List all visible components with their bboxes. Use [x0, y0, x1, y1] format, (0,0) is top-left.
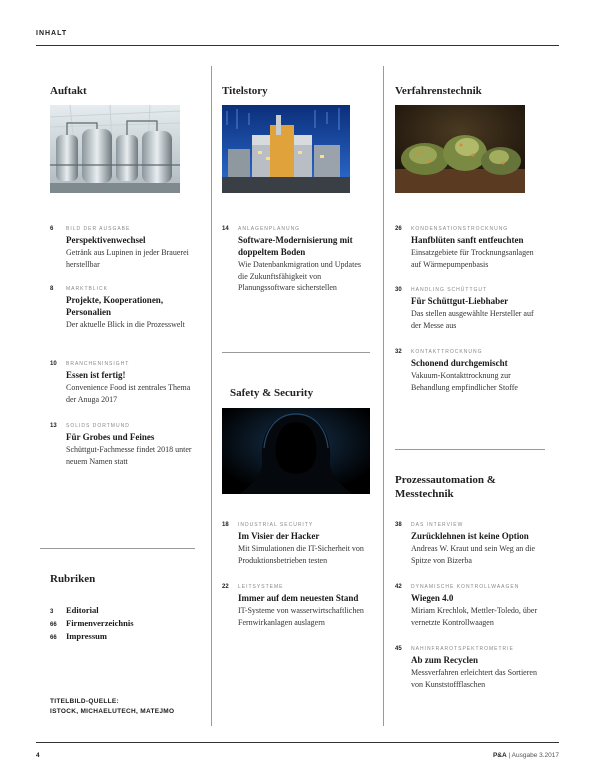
- entry-title: Für Schüttgut-Liebhaber: [411, 296, 509, 306]
- credit-sources: ISTOCK, MICHAELUTECH, MATEJMO: [50, 708, 175, 715]
- column-divider-1: [211, 66, 212, 726]
- entry-category: DAS INTERVIEW: [411, 522, 464, 528]
- entry-description: Wie Datenbankmigration und Updates die Zukunftsfähigkeit von Planungssoftware sicherstellen: [238, 260, 361, 292]
- entry-category: BILD DER AUSGABE: [66, 226, 131, 232]
- list-item[interactable]: [395, 226, 545, 276]
- page-number: 13: [50, 423, 57, 429]
- entry-description: Getränk aus Lupinen in jeder Brauerei herstellbar: [66, 248, 189, 269]
- entry-category: HANDLING SCHÜTTGUT: [411, 287, 488, 293]
- power-plant-photo: [222, 105, 350, 193]
- section-label: INHALT: [36, 30, 68, 37]
- entry-description: Einsatzgebiete für Trocknungsanlagen auf Wärmepumpenbasis: [411, 248, 534, 269]
- rubriken-label: Impressum: [66, 631, 107, 641]
- safety-column: [230, 386, 313, 400]
- hemp-blossoms-photo: [395, 105, 525, 193]
- page-number: 32: [395, 349, 402, 355]
- list-item[interactable]: [395, 584, 545, 632]
- issue-number: | Ausgabe 3.2017: [508, 752, 559, 759]
- page-number: 30: [395, 287, 402, 293]
- top-divider: [36, 45, 559, 46]
- entry-description: Messverfahren erleichtert das Sortieren von Kunststoffflaschen: [411, 668, 537, 689]
- cover-credit: [50, 697, 174, 717]
- entry-title: Immer auf dem neuesten Stand: [238, 593, 359, 603]
- entry-description: Schüttgut-Fachmesse findet 2018 unter neuem Namen statt: [66, 445, 192, 466]
- list-item[interactable]: [50, 226, 200, 276]
- entry-title: Perspektivenwechsel: [66, 235, 146, 245]
- entry-category: INDUSTRIAL SECURITY: [238, 522, 314, 528]
- page-number: 66: [50, 622, 57, 628]
- list-item[interactable]: [222, 522, 372, 570]
- list-item[interactable]: [395, 287, 545, 335]
- rubriken-divider: [40, 548, 195, 549]
- bottom-divider: [36, 742, 559, 743]
- list-item[interactable]: [395, 522, 545, 570]
- hooded-hacker-photo: [222, 408, 370, 494]
- safety-heading: Safety & Security: [230, 387, 314, 399]
- list-item[interactable]: [395, 349, 545, 397]
- list-item[interactable]: [50, 423, 200, 471]
- safety-divider: [222, 352, 370, 353]
- page-number: 14: [222, 226, 229, 232]
- entry-description: Miriam Krechlok, Mettler-Toledo, über vernetzte Kontrollwaagen: [411, 606, 538, 627]
- page-number: 18: [222, 522, 229, 528]
- issue-info: [493, 752, 559, 759]
- list-item[interactable]: [50, 286, 200, 346]
- page-number: 66: [50, 635, 57, 641]
- list-item[interactable]: [395, 646, 545, 694]
- list-item[interactable]: [222, 584, 372, 632]
- page-number-footer: 4: [36, 752, 40, 759]
- entry-category: KONDENSATIONSTROCKNUNG: [411, 226, 509, 232]
- page-number: 3: [50, 609, 54, 615]
- entry-description: Mit Simulationen die IT-Sicherheit von Produktionsbetrieben testen: [238, 544, 364, 565]
- prozess-divider: [395, 449, 545, 450]
- prozessautomation-heading-line1: Prozessautomation &: [395, 474, 496, 486]
- entry-title: Hanfblüten sanft entfeuchten: [411, 235, 524, 245]
- entry-title: Projekte, Kooperationen, Personalien: [66, 295, 164, 317]
- list-item[interactable]: [222, 226, 372, 306]
- entry-description: Vakuum-Kontakttrocknung zur Behandlung empfindlicher Stoffe: [411, 371, 518, 392]
- entry-title: Wiegen 4.0: [411, 593, 454, 603]
- page-number: 38: [395, 522, 402, 528]
- entry-title: Für Grobes und Feines: [66, 432, 155, 442]
- entry-title: Im Visier der Hacker: [238, 531, 320, 541]
- verfahrenstechnik-column: [395, 84, 482, 98]
- entry-category: NAHINFRAROTSPEKTROMETRIE: [411, 646, 514, 652]
- page-number: 8: [50, 286, 54, 292]
- list-item[interactable]: [50, 361, 200, 409]
- entry-description: Convenience Food ist zentrales Thema der Anuga 2017: [66, 383, 191, 404]
- verfahrenstechnik-heading: Verfahrenstechnik: [395, 85, 482, 97]
- entry-title: Software-Modernisierung mit doppeltem Boden: [238, 235, 353, 257]
- titelstory-heading: Titelstory: [222, 85, 268, 97]
- entry-description: Das stellen ausgewählte Hersteller auf der Messe aus: [411, 309, 534, 330]
- rubriken-label: Firmenverzeichnis: [66, 618, 134, 628]
- entry-title: Zurücklehnen ist keine Option: [411, 531, 529, 541]
- titelstory-column: [222, 84, 268, 98]
- entry-category: ANLAGENPLANUNG: [238, 226, 301, 232]
- entry-description: Der aktuelle Blick in die Prozesswelt: [66, 320, 185, 329]
- entry-description: Andreas W. Kraut und sein Weg an die Spitze von Bizerba: [411, 544, 536, 565]
- entry-title: Essen ist fertig!: [66, 370, 126, 380]
- entry-description: IT-Systeme von wasserwirtschaftlichen Fernwirkanlagen auslagern: [238, 606, 364, 627]
- entry-category: DYNAMISCHE KONTROLLWAAGEN: [411, 584, 520, 590]
- entry-title: Ab zum Recyclen: [411, 655, 478, 665]
- rubriken-label: Editorial: [66, 605, 99, 615]
- factory-brewery-photo: [50, 105, 180, 193]
- prozessautomation-heading-line2: Messtechnik: [395, 488, 454, 500]
- rubriken-heading: Rubriken: [50, 573, 96, 585]
- credit-label: TITELBILD-QUELLE:: [50, 698, 120, 705]
- entry-category: BRANCHENINSIGHT: [66, 361, 130, 367]
- entry-category: LEITSYSTEME: [238, 584, 284, 590]
- page-number: 6: [50, 226, 54, 232]
- entry-category: MARKTBLICK: [66, 286, 108, 292]
- page-number: 10: [50, 361, 57, 367]
- entry-category: SOLIDS DORTMUND: [66, 423, 130, 429]
- page-number: 26: [395, 226, 402, 232]
- rubriken-section: [50, 572, 95, 586]
- auftakt-column: [50, 84, 87, 98]
- page-number: 45: [395, 646, 402, 652]
- auftakt-heading: Auftakt: [50, 85, 87, 97]
- page-number: 42: [395, 584, 402, 590]
- entry-category: KONTAKTTROCKNUNG: [411, 349, 483, 355]
- page-number: 22: [222, 584, 229, 590]
- prozessautomation-column: [395, 473, 496, 501]
- magazine-brand: P&A: [492, 752, 507, 759]
- entry-title: Schonend durchgemischt: [411, 358, 508, 368]
- column-divider-2: [383, 66, 384, 726]
